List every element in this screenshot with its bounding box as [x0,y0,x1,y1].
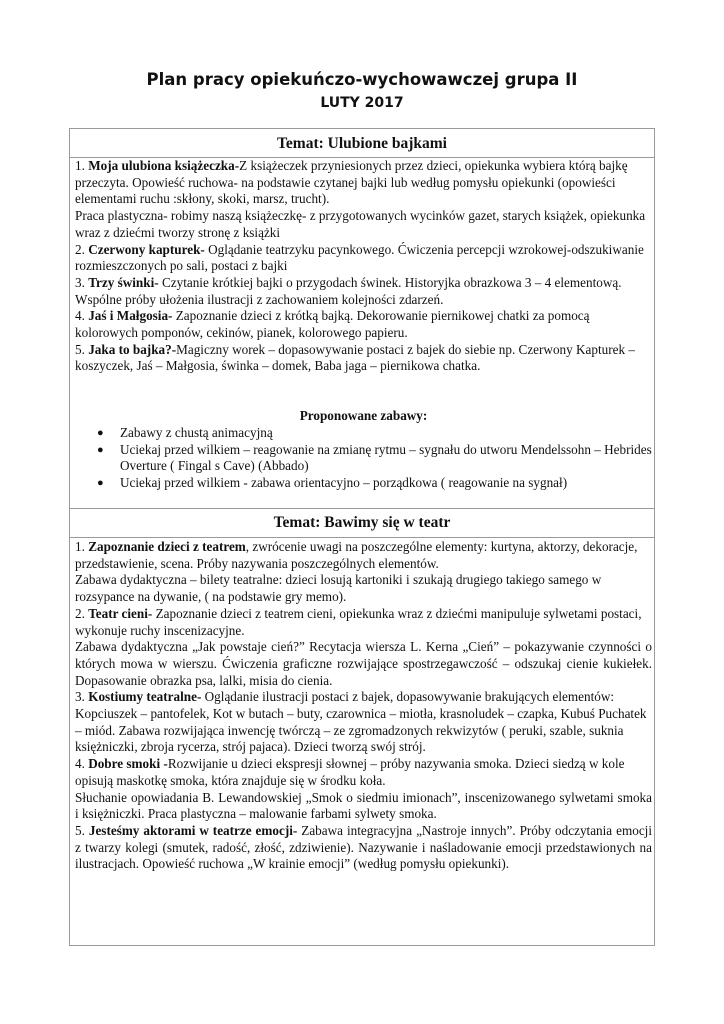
list-item: ● Uciekaj przed wilkiem - zabawa orientacyjno – porządkowa ( reagowanie na sygnał) [97,474,568,490]
list-item: 1. Zapoznanie dzieci z teatrem, zwrócenie uwagi na poszczególne elementy: kurtyna, aktorzy, dekoracje, przedstawienie, scena. Próby nazywania poszczególnych elementów. [75,539,638,571]
document-title: Plan pracy opiekuńczo-wychowawczej grupa II [146,70,578,89]
divider [70,537,654,538]
list-item: 5. Jaka to bajka?-Magiczny worek – dopasowywanie postaci z bajek do siebie np. Czerwony Kapturek – koszyczek, Jaś – Małgosia, świnka – domek, Baba jaga – piernikowa chatka. [75,341,635,374]
document-subtitle: LUTY 2017 [320,95,404,111]
plan-table [69,128,655,946]
list-item: ● Zabawy z chustą animacyjną [97,424,273,440]
games-list [75,425,652,492]
list-item: 5. Jesteśmy aktorami w teatrze emocji- Zabawa integracyjna „Nastroje innych”. Próby odczytania emocji z twarzy kolegi (smutek, radość, złość, zdziwienie). Nazywanie i naśladowanie emocji przedstawionych na ilustracjach. Opowieść ruchowa „W krainie emocji” (według pomysłu opiekunki). [75,822,653,872]
list-item: 2. Teatr cieni- Zapoznanie dzieci z teatrem cieni, opiekunka wraz z dziećmi manipuluje sylwetami postaci, wykonuje ruchy inscenizacyjne. [75,605,642,638]
games-heading: Proponowane zabawy: [299,408,428,424]
section1-heading: Temat: Ulubione bajkami [277,135,447,152]
bullet-icon: ● [97,443,104,456]
list-item: 3. Trzy świnki- Czytanie krótkiej bajki o przygodach świnek. Historyjka obrazkowa 3 – 4 elementową. Wspólne próby ułożenia ilustracji z zachowaniem kolejności zdarzeń. [75,274,622,307]
list-item: ● Uciekaj przed wilkiem – reagowanie na zmianę rytmu – sygnału do utworu Mendelssohn – Hebrides Overture ( Fingal s Cave) (Abbado) [97,441,652,474]
list-item: Praca plastyczna- robimy naszą książeczkę- z przygotowanych wycinków gazet, starych książek, opiekunka wraz z dziećmi tworzy stronę z książki [75,208,646,240]
list-item: Słuchanie opowiadania B. Lewandowskiej „Smok o siedmiu imionach”, inscenizowanego sylwetami smoka i księżniczki. Praca plastyczna – malowanie farbami sylwety smoka. [75,789,652,822]
list-item: Zabawa dydaktyczna „Jak powstaje cień?” Recytacja wiersza L. Kerna „Cień” – pokazywanie czynności o których mowa w wierszu. Ćwiczenia graficzne rozwijające spostrzegawczość – odszukaj cienie kukiełek. Dopasowanie obrazka psa, lalki, misia do cienia. [75,639,652,688]
list-item: 4. Jaś i Małgosia- Zapoznanie dzieci z krótką bajką. Dekorowanie piernikowej chatki za pomocą kolorowych pomponów, cekinów, pianek, kolorowego papieru. [75,308,590,341]
bullet-icon: ● [97,476,104,489]
list-item: 4. Dobre smoki -Rozwijanie u dzieci ekspresji słownej – próby nazywania smoka. Dzieci siedzą w kole opisują maskotkę smoka, która znajduje się w środku koła. [75,756,625,788]
bullet-icon: ● [97,426,104,439]
section2-content [75,539,652,873]
section2-heading: Temat: Bawimy się w teatr [273,514,451,531]
list-item: 1. Moja ulubiona książeczka-Z książeczek przyniesionych przez dzieci, opiekunka wybiera którą bajkę przeczyta. Opowieść ruchowa- na podstawie czytanej bajki lub według pomysłu opiekunki (opowieści elementami ruchu :skłony, skoki, marsz, trucht). [75,158,628,207]
list-item: 3. Kostiumy teatralne- Oglądanie ilustracji postaci z bajek, dopasowywanie brakujących elementów: Kopciuszek – pantofelek, Kot w butach – buty, czarownica – miotła, krasnoludek – czapka, Kubuś Puchatek – miód. Zabawa rozwijająca inwencję twórczą – ze zgromadzonych rekwizytów ( peruki, szable, suknia księżniczki, zbroja rycerza, strój pajaca). Dzieci tworzą swój strój. [75,689,647,755]
list-item: Zabawa dydaktyczna – bilety teatralne: dzieci losują kartoniki i szukają drugiego takiego samego w rozsypance na dywanie, ( na podstawie gry memo). [75,572,602,605]
list-item: 2. Czerwony kapturek- Oglądanie teatrzyku pacynkowego. Ćwiczenia percepcji wzrokowej-odszukiwanie rozmieszczonych po sali, postaci z bajki [75,241,644,274]
section1-content [75,158,652,492]
